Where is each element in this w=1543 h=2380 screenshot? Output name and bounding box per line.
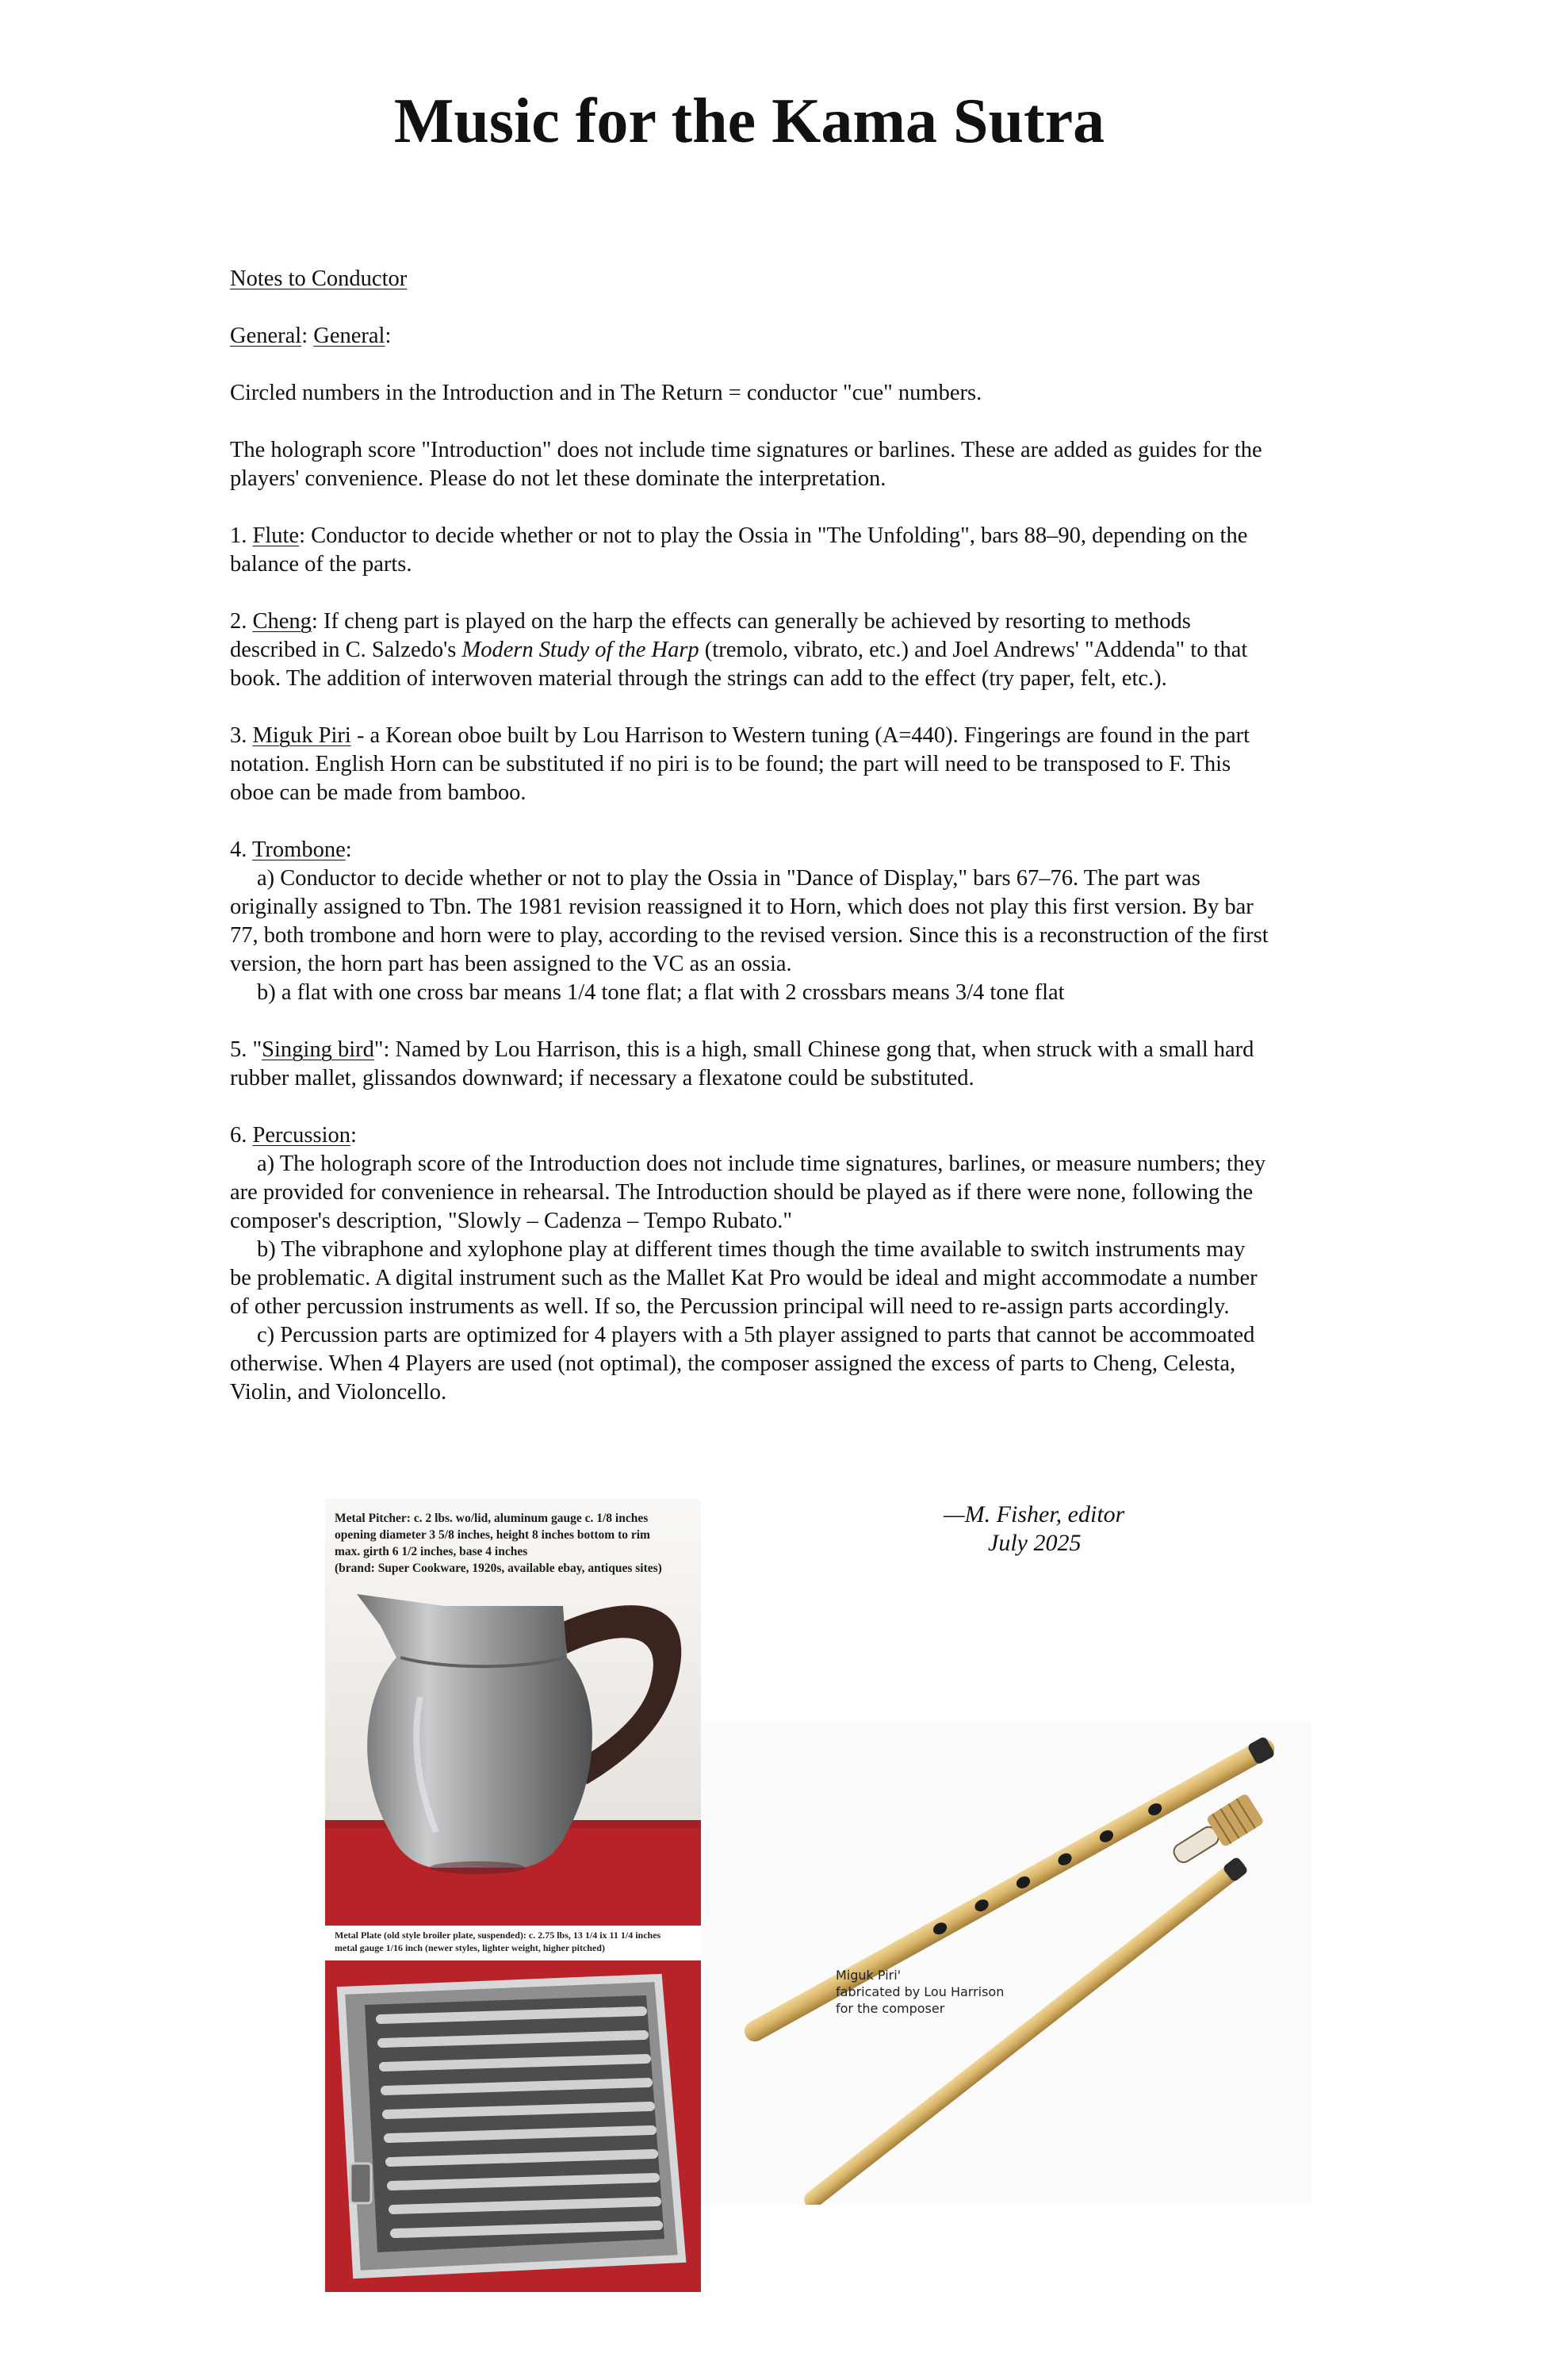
general-label-a: General (230, 324, 302, 348)
notes-heading (230, 265, 1269, 293)
caption-line: Metal Pitcher: c. 2 lbs. wo/lid, aluminum gauge c. 1/8 inches (335, 1512, 649, 1525)
note-miguk-piri (230, 722, 1269, 807)
note-cheng (230, 607, 1269, 693)
note-label-percussion: Percussion (252, 1123, 350, 1148)
piri-caption (836, 1967, 1004, 2017)
note-label-cheng: Cheng (252, 609, 312, 634)
note-number: 4. (230, 837, 252, 862)
general-heading: General: General: (230, 324, 392, 348)
note-holograph-score: The holograph score "Introduction" does not include time signatures or barlines. These are added as guides for the players' convenience. Please do not let these dominate the interpretation. (230, 438, 1262, 491)
signature-date: July 2025 (988, 1530, 1082, 1556)
note-number: 3. (230, 723, 253, 748)
caption-line: (brand: Super Cookware, 1920s, available ebay, antiques sites) (335, 1562, 662, 1575)
note-number: 1. (230, 523, 253, 548)
general-label-b: General (313, 324, 385, 348)
editor-signature (944, 1500, 1124, 1558)
note-cue-numbers: Circled numbers in the Introduction and in The Return = conductor "cue" numbers. (230, 381, 982, 405)
signature-name: —M. Fisher, editor (944, 1501, 1125, 1527)
note-subitem: b) a flat with one cross bar means 1/4 tone flat; a flat with 2 crossbars means 3/4 tone flat (257, 980, 1065, 1005)
note-number: 6. (230, 1123, 253, 1148)
note-subitem: a) The holograph score of the Introduction does not include time signatures, barlines, or measure numbers; they are provided for convenience in rehearsal. The Introduction should be played as if there were none, following the composer's description, "Slowly – Cadenza – Tempo Rubato." (230, 1152, 1266, 1233)
note-label-flute: Flute (252, 523, 300, 548)
conductor-notes (230, 265, 1269, 1435)
caption-line: opening diameter 3 5/8 inches, height 8 inches bottom to rim (335, 1528, 650, 1542)
note-colon: : (345, 837, 352, 862)
note-number: 5. " (230, 1037, 262, 1062)
note-singing-bird (230, 1036, 1269, 1093)
metal-pitcher-photo (325, 1499, 701, 1927)
caption-line: fabricated by Lou Harrison (836, 1984, 1005, 1999)
note-percussion (230, 1121, 1269, 1407)
caption-line: for the composer (836, 2001, 945, 2016)
broiler-plate-illustration (325, 1926, 701, 2292)
note-text: ": Named by Lou Harrison, this is a high, small Chinese gong that, when struck with a small hard rubber mallet, glissandos downward; if necessary a flexatone could be substituted. (230, 1037, 1254, 1090)
note-label-miguk-piri: Miguk Piri (252, 723, 351, 748)
miguk-piri-photo (701, 1721, 1311, 2205)
metal-plate-photo (325, 1926, 701, 2292)
note-trombone (230, 836, 1269, 1007)
plate-caption (335, 1929, 699, 1954)
piri-illustration (701, 1721, 1311, 2205)
note-text: : Conductor to decide whether or not to play the Ossia in "The Unfolding", bars 88–90, depending on the balance of the parts. (230, 523, 1248, 577)
book-title: Modern Study of the Harp (461, 638, 699, 662)
note-text: (tremolo, vibrato, etc.) and Joel Andrews' "Addenda" to that book. The addition of interwoven material through the strings can add to the effect (try paper, felt, etc.). (230, 638, 1248, 691)
caption-line: metal gauge 1/16 inch (newer styles, lighter weight, higher pitched) (335, 1942, 605, 1953)
note-subitem: a) Conductor to decide whether or not to play the Ossia in "Dance of Display," bars 67–76. The part was originally assigned to Tbn. The 1981 revision reassigned it to Horn, which does not play this first version. By bar 77, both trombone and horn were to play, according to the revised version. Since this is a reconstruction of the first version, the horn part has been assigned to the VC as an ossia. (230, 866, 1269, 976)
note-colon: : (350, 1123, 357, 1148)
note-flute (230, 522, 1269, 579)
caption-line: Metal Plate (old style broiler plate, suspended): c. 2.75 lbs, 13 1/4 ix 11 1/4 inches (335, 1930, 661, 1941)
notes-heading-text: Notes to Conductor (230, 266, 408, 291)
pitcher-caption (335, 1510, 691, 1577)
note-text: - a Korean oboe built by Lou Harrison to Western tuning (A=440). Fingerings are found in the part notation. English Horn can be substituted if no piri is to be found; the part will need to be transposed to F. This oboe can be made from bamboo. (230, 723, 1250, 805)
note-number: 2. (230, 609, 253, 634)
caption-line: max. girth 6 1/2 inches, base 4 inches (335, 1545, 528, 1558)
note-label-singing-bird: Singing bird (262, 1037, 374, 1062)
note-subitem: b) The vibraphone and xylophone play at different times though the time available to switch instruments may be problematic. A digital instrument such as the Mallet Kat Pro would be ideal and might accommodate a number of other percussion instruments as well. If so, the Percussion principal will need to re-assign parts accordingly. (230, 1237, 1258, 1319)
caption-line: Miguk Piri' (836, 1968, 902, 1983)
note-subitem: c) Percussion parts are optimized for 4 players with a 5th player assigned to parts that cannot be accommoated otherwise. When 4 Players are used (not optimal), the composer assigned the excess of parts to Cheng, Celesta, Violin, and Violoncello. (230, 1323, 1255, 1405)
note-text: : If cheng part is played on the harp the effects can generally be achieved by resorting to methods described in C. Salzedo's (230, 609, 1191, 662)
page-title: Music for the Kama Sutra (393, 86, 1105, 156)
note-label-trombone: Trombone (252, 837, 346, 862)
